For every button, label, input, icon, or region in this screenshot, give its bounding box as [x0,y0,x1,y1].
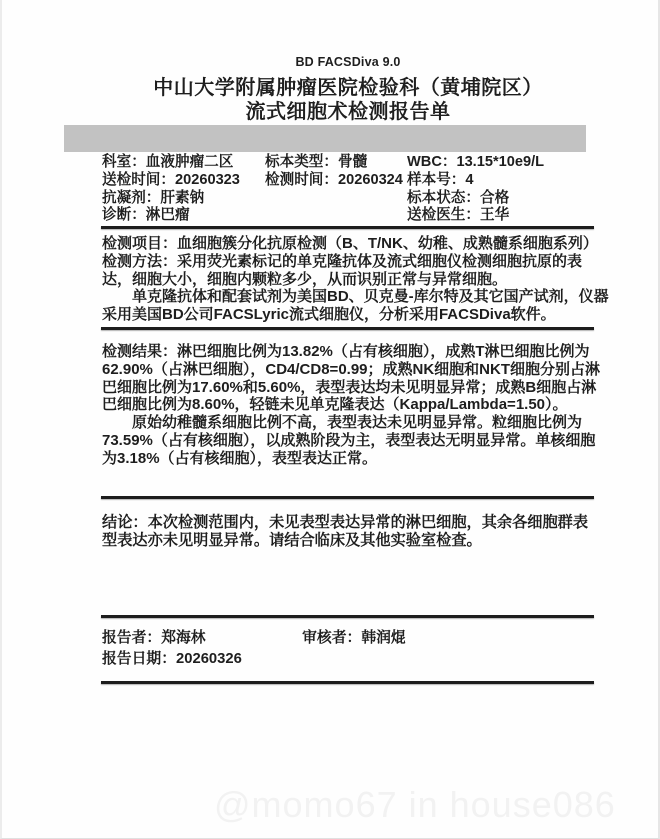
anticoagulant-value: 肝素钠 [160,189,205,206]
diagnosis-label: 诊断： [102,207,146,224]
project-line: 单克隆抗体和配套试剂为美国BD、贝克曼-库尔特及其它国产试剂，仪器 [102,288,609,306]
project-line: 检测项目：血细胞簇分化抗原检测（B、T/NK、幼稚、成熟髓系细胞系列） [102,235,598,252]
info-row3-spacer [265,190,407,208]
dept-value: 血液肿瘤二区 [145,154,234,170]
results-line: 检测结果：淋巴细胞比例为13.82%（占有核细胞），成熟T淋巴细胞比例为 [102,343,590,360]
specimen-type-value: 骨髓 [337,154,368,170]
report-title: 流式细胞术检测报告单 [245,101,451,123]
info-row4-spacer [265,207,407,225]
reporter-name: 郑海林 [161,630,206,646]
divider-rule-5 [101,681,594,684]
reporter-label: 报告者： [102,630,162,646]
results-line: 原始幼稚髓系细胞比例不高，表型表达未见明显异常。粒细胞比例为 [102,414,583,432]
specimen-status-label: 标本状态： [407,189,480,206]
send-time-label: 送检时间： [102,171,175,188]
send-time-value: 20260323 [174,171,240,188]
doctor-field [407,207,597,225]
results-line: 巴细胞比例为17.60%和5.60%，表型表达均未见明显异常；成熟B细胞占淋 [102,378,597,396]
dept-field [102,154,265,172]
divider-rule-4 [101,615,594,618]
report-date-field [102,650,597,668]
reviewer-name: 韩润焜 [361,630,406,646]
reporter-field [102,629,298,647]
diagnosis-value: 淋巴瘤 [145,207,190,224]
redacted-patient-info-bar [64,125,586,152]
conclusion-line: 结论：本次检测范围内，未见表型表达异常的淋巴细胞，其余各细胞群表 [102,514,588,531]
info-row-3 [102,190,597,208]
test-time-field [265,172,407,190]
wbc-value: 13.15*10e9/L [456,154,545,170]
sample-no-value: 4 [465,171,474,188]
report-date-value: 20260326 [176,651,242,667]
specimen-type-label: 标本类型： [265,154,338,170]
hospital-title: 中山大学附属肿瘤医院检验科（黄埔院区） [153,77,543,99]
doctor-label: 送检医生： [407,207,480,224]
wbc-label: WBC： [407,154,457,170]
divider-rule-2 [101,327,594,330]
test-project-method-block [102,235,609,324]
conclusion-line: 型表达亦未见明显异常。请结合临床及其他实验室检查。 [102,532,482,550]
send-time-field [102,172,265,190]
wbc-field [407,154,597,172]
results-line: 巴细胞比例为8.60%，轻链未见单克隆表达（Kappa/Lambda=1.50）。 [102,396,568,414]
reviewer-label: 审核者： [302,630,362,646]
results-line: 73.59%（占有核细胞），以成熟阶段为主，表型表达无明显异常。单核细胞 [102,431,596,449]
project-line: 检测方法：采用荧光素标记的单克隆抗体及流式细胞仪检测细胞抗原的表 [102,252,583,270]
signoff-block [102,629,597,668]
anticoagulant-field [102,190,265,208]
conclusion-block [102,514,602,551]
results-line: 为3.18%（占有核细胞），表型表达正常。 [102,449,378,467]
test-time-label: 检测时间： [265,171,338,188]
test-results-block [102,343,602,468]
divider-rule-1 [101,226,594,229]
specimen-type-field [265,154,407,172]
software-version-label: BD FACSDiva 9.0 [295,55,401,69]
divider-rule-3 [101,496,594,499]
info-row-4 [102,207,597,225]
project-line: 采用美国BD公司FACSLyric流式细胞仪，分析采用FACSDiva软件。 [102,306,556,324]
project-line: 达，细胞大小，细胞内颗粒多少，从而识别正常与异常细胞。 [102,270,508,288]
info-row-2 [102,172,597,190]
reviewer-field [302,629,406,647]
doctor-value: 王华 [479,207,510,224]
report-date-label: 报告日期： [102,651,176,667]
anticoagulant-label: 抗凝剂： [102,189,161,206]
test-time-value: 20260324 [337,171,403,188]
watermark-text: @momo67 in house086 [214,784,616,825]
specimen-info-block [102,154,597,225]
specimen-status-value: 合格 [479,189,510,206]
info-row-1 [102,154,597,172]
results-line: 62.90%（占淋巴细胞），CD4/CD8=0.99；成熟NK细胞和NKT细胞分别占淋 [102,360,601,378]
signoff-row-1 [102,629,597,647]
specimen-status-field [407,190,597,208]
sample-no-label: 样本号： [407,171,466,188]
dept-label: 科室： [102,154,146,170]
diagnosis-field [102,207,265,225]
sample-no-field [407,172,597,190]
